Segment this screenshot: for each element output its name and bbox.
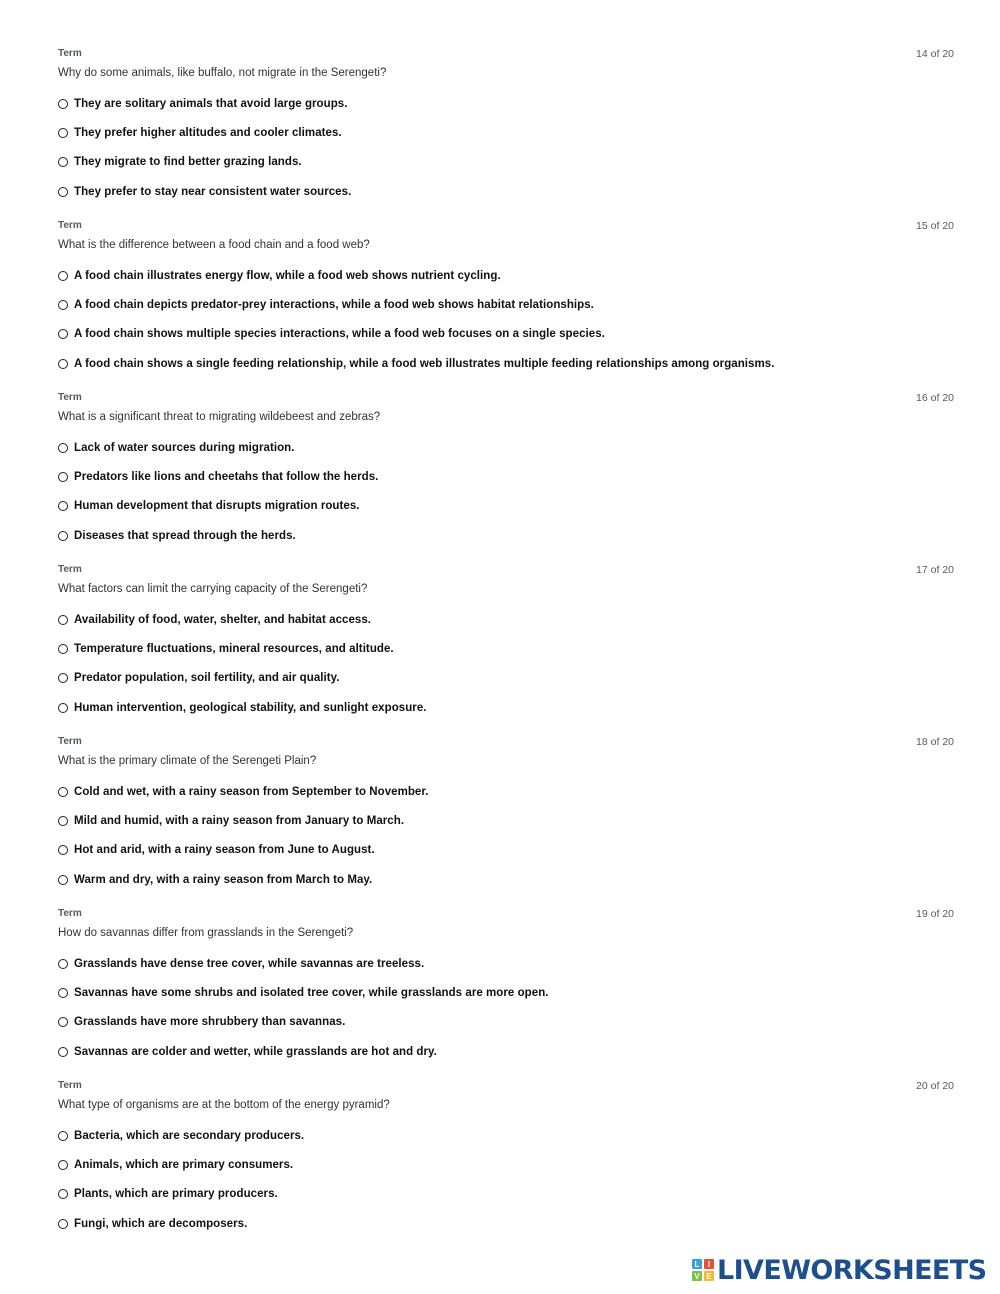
option-text: Animals, which are primary consumers. [74, 1159, 294, 1172]
answer-option[interactable] [58, 177, 956, 206]
radio-button[interactable] [58, 472, 68, 482]
question-17 [58, 562, 956, 734]
answer-option[interactable] [58, 521, 956, 550]
answer-option[interactable] [58, 1121, 956, 1150]
option-text: Temperature fluctuations, mineral resources, and altitude. [74, 643, 394, 656]
answer-option[interactable] [58, 634, 956, 663]
option-text: Plants, which are primary producers. [74, 1188, 278, 1201]
answer-option[interactable] [58, 978, 956, 1007]
radio-button[interactable] [58, 959, 68, 969]
option-text: They migrate to find better grazing lands. [74, 156, 302, 169]
question-counter: 17 of 20 [916, 564, 954, 576]
answer-option[interactable] [58, 118, 956, 147]
option-text: Savannas are colder and wetter, while grasslands are hot and dry. [74, 1045, 437, 1058]
options-list [58, 261, 956, 379]
liveworksheets-logo [692, 1252, 986, 1288]
question-20 [58, 1078, 956, 1250]
option-text: They prefer to stay near consistent water sources. [74, 185, 352, 198]
answer-option[interactable] [58, 806, 956, 835]
radio-button[interactable] [58, 875, 68, 885]
radio-button[interactable] [58, 443, 68, 453]
radio-button[interactable] [58, 187, 68, 197]
answer-option[interactable] [58, 349, 956, 378]
options-list [58, 949, 956, 1067]
question-counter: 15 of 20 [916, 220, 954, 232]
radio-button[interactable] [58, 845, 68, 855]
radio-button[interactable] [58, 501, 68, 511]
question-19 [58, 906, 956, 1078]
options-list [58, 605, 956, 723]
logo-tile: E [704, 1271, 714, 1281]
question-counter: 18 of 20 [916, 736, 954, 748]
radio-button[interactable] [58, 1219, 68, 1229]
answer-option[interactable] [58, 1008, 956, 1037]
radio-button[interactable] [58, 359, 68, 369]
question-15 [58, 218, 956, 390]
question-counter: 14 of 20 [916, 48, 954, 60]
option-text: A food chain depicts predator-prey interactions, while a food web shows habitat relationships. [74, 299, 594, 312]
answer-option[interactable] [58, 865, 956, 894]
radio-button[interactable] [58, 1017, 68, 1027]
answer-option[interactable] [58, 836, 956, 865]
radio-button[interactable] [58, 271, 68, 281]
answer-option[interactable] [58, 148, 956, 177]
options-list [58, 89, 956, 207]
options-list [58, 433, 956, 551]
question-18 [58, 734, 956, 906]
radio-button[interactable] [58, 1131, 68, 1141]
option-text: Fungi, which are decomposers. [74, 1217, 248, 1230]
option-text: Human development that disrupts migration routes. [74, 500, 360, 513]
radio-button[interactable] [58, 644, 68, 654]
question-16 [58, 390, 956, 562]
radio-button[interactable] [58, 615, 68, 625]
radio-button[interactable] [58, 673, 68, 683]
answer-option[interactable] [58, 1209, 956, 1238]
term-label: Term [58, 908, 82, 919]
quiz-container [58, 46, 956, 1250]
question-prompt: What type of organisms are at the bottom of the energy pyramid? [58, 1099, 390, 1111]
answer-option[interactable] [58, 693, 956, 722]
option-text: Predator population, soil fertility, and air quality. [74, 672, 340, 685]
term-label: Term [58, 48, 82, 59]
question-prompt: Why do some animals, like buffalo, not migrate in the Serengeti? [58, 67, 387, 79]
option-text: Availability of food, water, shelter, and habitat access. [74, 613, 372, 626]
logo-tile: I [704, 1259, 714, 1269]
answer-option[interactable] [58, 462, 956, 491]
option-text: Bacteria, which are secondary producers. [74, 1129, 305, 1142]
question-14 [58, 46, 956, 218]
radio-button[interactable] [58, 300, 68, 310]
option-text: Predators like lions and cheetahs that follow the herds. [74, 471, 379, 484]
answer-option[interactable] [58, 605, 956, 634]
option-text: Grasslands have dense tree cover, while savannas are treeless. [74, 957, 425, 970]
option-text: Savannas have some shrubs and isolated tree cover, while grasslands are more open. [74, 987, 549, 1000]
option-text: A food chain illustrates energy flow, while a food web shows nutrient cycling. [74, 269, 501, 282]
answer-option[interactable] [58, 1150, 956, 1179]
radio-button[interactable] [58, 531, 68, 541]
logo-wordmark: LIVEWORKSHEETS [717, 1254, 987, 1286]
option-text: Diseases that spread through the herds. [74, 529, 296, 542]
radio-button[interactable] [58, 157, 68, 167]
term-label: Term [58, 1080, 82, 1091]
term-label: Term [58, 220, 82, 231]
term-label: Term [58, 564, 82, 575]
radio-button[interactable] [58, 787, 68, 797]
radio-button[interactable] [58, 1160, 68, 1170]
answer-option[interactable] [58, 664, 956, 693]
option-text: Grasslands have more shrubbery than savannas. [74, 1016, 346, 1029]
option-text: Cold and wet, with a rainy season from September to November. [74, 785, 429, 798]
option-text: Hot and arid, with a rainy season from June to August. [74, 844, 375, 857]
term-label: Term [58, 736, 82, 747]
options-list [58, 777, 956, 895]
option-text: Human intervention, geological stability, and sunlight exposure. [74, 701, 427, 714]
question-counter: 20 of 20 [916, 1080, 954, 1092]
question-counter: 16 of 20 [916, 392, 954, 404]
answer-option[interactable] [58, 1180, 956, 1209]
answer-option[interactable] [58, 320, 956, 349]
question-prompt: What factors can limit the carrying capacity of the Serengeti? [58, 583, 368, 595]
logo-tiles-icon [692, 1259, 714, 1281]
option-text: Mild and humid, with a rainy season from January to March. [74, 815, 405, 828]
logo-tile: V [692, 1271, 702, 1281]
answer-option[interactable] [58, 1037, 956, 1066]
option-text: They prefer higher altitudes and cooler climates. [74, 127, 342, 140]
question-prompt: What is a significant threat to migrating wildebeest and zebras? [58, 411, 381, 423]
option-text: Warm and dry, with a rainy season from March to May. [74, 873, 373, 886]
answer-option[interactable] [58, 777, 956, 806]
answer-option[interactable] [58, 261, 956, 290]
answer-option[interactable] [58, 492, 956, 521]
answer-option[interactable] [58, 433, 956, 462]
radio-button[interactable] [58, 988, 68, 998]
radio-button[interactable] [58, 816, 68, 826]
question-counter: 19 of 20 [916, 908, 954, 920]
answer-option[interactable] [58, 89, 956, 118]
radio-button[interactable] [58, 703, 68, 713]
radio-button[interactable] [58, 329, 68, 339]
question-prompt: How do savannas differ from grasslands in the Serengeti? [58, 927, 354, 939]
term-label: Term [58, 392, 82, 403]
answer-option[interactable] [58, 290, 956, 319]
question-prompt: What is the difference between a food chain and a food web? [58, 239, 370, 251]
radio-button[interactable] [58, 128, 68, 138]
option-text: They are solitary animals that avoid large groups. [74, 97, 348, 110]
radio-button[interactable] [58, 1047, 68, 1057]
radio-button[interactable] [58, 99, 68, 109]
option-text: A food chain shows a single feeding relationship, while a food web illustrates multiple feeding relationships among organisms. [74, 357, 775, 370]
radio-button[interactable] [58, 1189, 68, 1199]
options-list [58, 1121, 956, 1239]
option-text: A food chain shows multiple species interactions, while a food web focuses on a single species. [74, 328, 605, 341]
option-text: Lack of water sources during migration. [74, 441, 295, 454]
answer-option[interactable] [58, 949, 956, 978]
logo-tile: L [692, 1259, 702, 1269]
question-prompt: What is the primary climate of the Serengeti Plain? [58, 755, 317, 767]
